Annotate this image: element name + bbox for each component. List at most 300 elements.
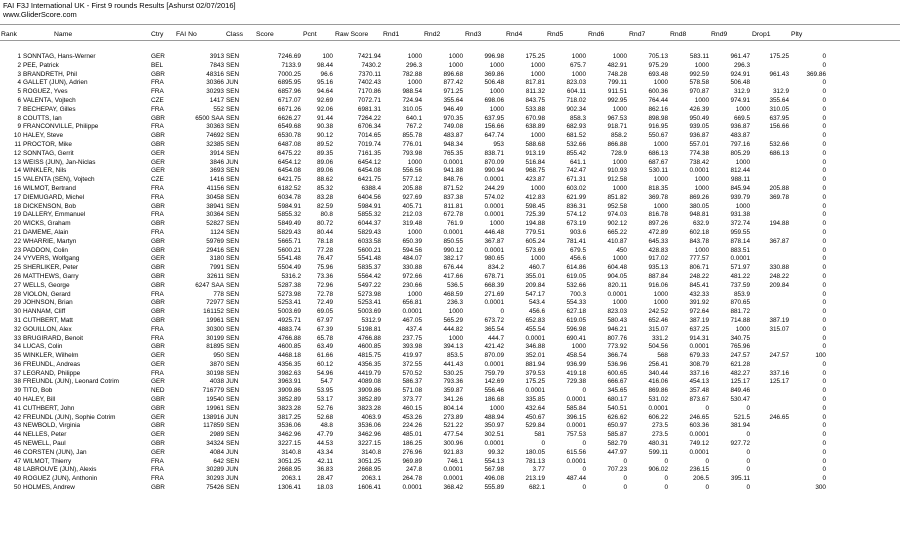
cell-rnd2: 382.17 [443, 255, 463, 263]
cell-class: SEN [226, 422, 240, 430]
cell-rnd3: 953 [493, 140, 504, 148]
cell-rnd2: 676.44 [443, 264, 463, 272]
cell-rnd1: 405.71 [402, 202, 422, 210]
cell-pcnt: 78.18 [317, 237, 333, 245]
page-title: FAI F3J International UK - First 9 rounds Results [Ashurst 02/07/2016] [3, 1, 236, 10]
cell-plty: 0 [822, 264, 826, 272]
cell-rnd5: 619.05 [566, 272, 586, 280]
table-row [0, 466, 827, 475]
cell-score: 6487.08 [277, 140, 301, 148]
cell-rnd4: 1000 [530, 61, 545, 69]
cell-rnd2: 1000 [448, 53, 463, 60]
cell-raw-score: 4815.75 [357, 352, 381, 360]
cell-plty: 0 [822, 290, 826, 298]
table-row [0, 335, 827, 344]
cell-rnd9: 0 [746, 448, 750, 456]
cell-pcnt: 90.12 [317, 132, 333, 140]
cell-raw-score: 3051.25 [357, 457, 381, 465]
cell-score: 4356.35 [277, 360, 301, 368]
cell-ctry: GBR [151, 422, 165, 430]
cell-name: VYVERS, Wolfgang [23, 255, 80, 263]
cell-score: 5984.91 [277, 202, 301, 210]
cell-score: 3817.25 [277, 413, 301, 421]
cell-rnd4: 1000 [530, 70, 545, 78]
cell-rnd3: 156.66 [484, 123, 504, 131]
cell-rnd6: 902.12 [607, 220, 627, 228]
cell-raw-score: 6044.37 [357, 220, 381, 228]
cell-drop1: 246.65 [769, 413, 789, 421]
cell-name: DICKENSON, Bob [23, 202, 76, 210]
cell-pcnt: 28.47 [317, 475, 333, 483]
cell-plty: 0 [822, 167, 826, 175]
cell-score: 6475.22 [277, 149, 301, 157]
cell-raw-score: 7402.43 [357, 79, 381, 87]
cell-class: SEN [226, 325, 240, 333]
cell-raw-score: 5312.9 [361, 316, 381, 324]
cell-rnd7: 1000 [653, 290, 668, 298]
cell-ctry: GBR [151, 484, 165, 492]
cell-score: 5541.48 [277, 255, 301, 263]
cell-rnd2: 273.89 [443, 413, 463, 421]
cell-plty: 0 [822, 404, 826, 412]
cell-rnd1: 855.78 [402, 132, 422, 140]
cell-ctry: GBR [151, 440, 165, 448]
cell-plty: 0 [822, 475, 826, 483]
cell-rnd4: 968.75 [525, 167, 545, 175]
cell-rnd8: 774.38 [689, 149, 709, 157]
cell-rnd5: 1000 [571, 53, 586, 60]
cell-rank: 28 [13, 290, 21, 298]
cell-rnd8: 432.33 [689, 290, 709, 298]
cell-pcnt: 53.95 [317, 387, 333, 395]
cell-rnd9: 939.79 [730, 193, 750, 201]
cell-name: TITO, Bob [23, 387, 53, 395]
cell-rnd3: 834.2 [488, 264, 504, 272]
cell-fai-no: 3846 [209, 158, 224, 166]
cell-rnd6: 918.71 [607, 123, 627, 131]
cell-pcnt: 91.44 [317, 114, 333, 122]
cell-rnd3: 996.98 [484, 53, 504, 60]
cell-rnd6: 707.23 [607, 466, 627, 474]
cell-rnd3: 759.79 [484, 369, 504, 377]
cell-rnd5: 858.3 [570, 114, 586, 122]
cell-rnd7: 273.5 [652, 422, 668, 430]
cell-score: 3536.06 [277, 422, 301, 430]
cell-plty: 0 [822, 140, 826, 148]
cell-drop1 [751, 440, 790, 449]
cell-rnd6: 946.21 [607, 325, 627, 333]
cell-rnd3: 870.09 [484, 352, 504, 360]
cell-score: 6717.07 [277, 96, 301, 104]
cell-pcnt: 52.68 [317, 413, 333, 421]
cell-raw-score: 3227.15 [357, 440, 381, 448]
cell-rnd2: 1000 [448, 308, 463, 316]
cell-raw-score: 6421.75 [357, 176, 381, 184]
cell-drop1 [751, 159, 790, 168]
cell-drop1: 247.57 [769, 352, 789, 360]
cell-pcnt: 77.28 [317, 246, 333, 254]
cell-plty: 0 [822, 334, 826, 342]
cell-name: WINKLER, Wilhelm [23, 352, 79, 360]
table-row [0, 361, 827, 370]
cell-raw-score: 4766.88 [357, 334, 381, 342]
cell-rnd8: 679.33 [689, 352, 709, 360]
cell-rnd1: 988.54 [402, 88, 422, 96]
cell-ctry: GER [151, 167, 165, 175]
cell-rnd2: 871.52 [443, 184, 463, 192]
cell-rnd3: 1000 [489, 88, 504, 96]
cell-fai-no: 1124 [210, 228, 224, 236]
cell-rnd1: 571.08 [402, 387, 422, 395]
cell-rnd8: 637.25 [689, 325, 709, 333]
cell-ctry: GBR [151, 132, 165, 140]
table-row [0, 378, 827, 387]
cell-class: JUN [226, 79, 239, 87]
cell-score: 4766.88 [277, 334, 301, 342]
cell-name: LUCAS, Colin [23, 343, 63, 351]
cell-rank: 33 [13, 334, 21, 342]
cell-class: SEN [226, 255, 240, 263]
cell-rnd2: 394.13 [443, 343, 463, 351]
cell-pcnt: 92.06 [317, 105, 333, 113]
cell-class: SEN [226, 70, 240, 78]
cell-rank: 44 [13, 431, 21, 439]
cell-fai-no: 30293 [206, 88, 224, 96]
cell-class: JUN [226, 378, 239, 386]
cell-rnd1: 310.05 [402, 105, 422, 113]
cell-rnd1: 556.56 [402, 167, 422, 175]
cell-rnd6: 626.62 [607, 413, 627, 421]
cell-rnd1: 484.07 [402, 255, 422, 263]
cell-rnd9: 571.97 [730, 264, 750, 272]
cell-rnd8: 0 [705, 457, 709, 465]
cell-ctry: NED [151, 387, 165, 395]
cell-pcnt: 61.66 [317, 352, 333, 360]
cell-rank: 29 [13, 299, 21, 307]
cell-rnd4: 573.69 [525, 246, 545, 254]
cell-rnd4: 670.98 [525, 114, 545, 122]
cell-rnd5: 700.3 [570, 290, 586, 298]
cell-fai-no: 30289 [206, 466, 224, 474]
cell-rnd4: 412.83 [525, 193, 545, 201]
cell-rnd7: 705.13 [648, 53, 668, 60]
cell-class: SEN [226, 237, 240, 245]
cell-score: 6421.75 [277, 176, 301, 184]
table-row [0, 291, 827, 300]
cell-drop1 [751, 387, 790, 396]
cell-rnd1: 782.88 [402, 70, 422, 78]
table-row [0, 255, 827, 264]
cell-rnd3: 990.94 [484, 167, 504, 175]
cell-plty: 0 [822, 149, 826, 157]
cell-score: 6549.68 [277, 123, 301, 131]
col-rnd7: Rnd7 [629, 31, 646, 38]
cell-rnd5: 729.38 [566, 378, 586, 386]
cell-class: SEN [226, 308, 240, 316]
table-row [0, 185, 827, 194]
cell-name: JOHNSON, Brian [23, 299, 73, 307]
cell-rnd1: 640.1 [406, 114, 422, 122]
cell-rnd7: 862.16 [648, 105, 668, 113]
cell-score: 6454.12 [277, 158, 301, 166]
cell-drop1 [751, 291, 790, 300]
cell-ctry: FRA [151, 466, 164, 474]
cell-rnd3: 838.71 [484, 149, 504, 157]
cell-rnd9: 870.65 [730, 299, 750, 307]
cell-raw-score: 6981.31 [357, 105, 381, 113]
cell-rnd9: 0.0001 [730, 255, 750, 263]
table-row [0, 79, 827, 88]
cell-ctry: GER [151, 158, 165, 166]
table-row [0, 449, 827, 458]
cell-ctry: GBR [151, 343, 165, 351]
cell-class: SEN [226, 369, 240, 377]
cell-name: LEGRAND, Philippe [23, 369, 81, 377]
cell-fai-no: 30363 [206, 123, 224, 131]
cell-rank: 42 [13, 413, 21, 421]
cell-rnd4: 779.51 [525, 228, 545, 236]
cell-rnd9: 312.9 [734, 88, 750, 96]
cell-drop1 [751, 335, 790, 344]
cell-plty: 0 [822, 440, 826, 448]
table-row [0, 326, 827, 335]
cell-fai-no: 950 [213, 352, 224, 360]
cell-rnd7: 935.13 [648, 264, 668, 272]
cell-rnd4: 588.68 [525, 140, 545, 148]
cell-score: 6454.08 [277, 167, 301, 175]
col-rnd6: Rnd6 [588, 31, 605, 38]
cell-rnd7: 897.26 [648, 220, 668, 228]
cell-name: CUTHBERT, Matt [23, 316, 73, 324]
cell-rnd1: 927.69 [402, 193, 422, 201]
cell-fai-no: 34324 [206, 440, 224, 448]
cell-plty: 0 [822, 246, 826, 254]
website-link[interactable]: www.GliderScore.com [3, 10, 77, 19]
cell-rnd8: 632.9 [693, 220, 709, 228]
cell-rnd6: 1000 [612, 299, 627, 307]
cell-rnd8: 391.92 [689, 299, 709, 307]
cell-rnd2: 441.43 [443, 360, 463, 368]
cell-drop1 [751, 405, 790, 414]
table-header [0, 29, 827, 53]
cell-rank: 39 [13, 387, 21, 395]
cell-rnd6: 992.95 [607, 96, 627, 104]
cell-raw-score: 3909.86 [357, 387, 381, 395]
cell-ctry: FRA [151, 123, 164, 131]
table-row [0, 247, 827, 256]
cell-rnd9: 974.91 [730, 96, 750, 104]
cell-fai-no: 29416 [206, 246, 224, 254]
cell-rank: 31 [13, 316, 21, 324]
cell-name: GOUILLON, Alex [23, 325, 72, 333]
cell-pcnt: 80.44 [317, 228, 333, 236]
cell-rnd2: 749.08 [443, 123, 463, 131]
cell-rnd3: 244.29 [484, 184, 504, 192]
cell-rank: 7 [17, 105, 21, 113]
cell-raw-score: 7430.2 [361, 61, 381, 69]
cell-rnd2: 0.0001 [443, 158, 463, 166]
cell-rnd1: 230.66 [402, 281, 422, 289]
cell-name: NELLES, Peter [23, 431, 67, 439]
cell-rnd4: 175.25 [525, 378, 545, 386]
cell-rnd3: 698.06 [484, 96, 504, 104]
cell-rnd5: 823.03 [566, 79, 586, 87]
cell-fai-no: 6500 SAA [195, 114, 224, 122]
cell-rnd3: 506.48 [484, 79, 504, 87]
cell-rnd8: 972.64 [689, 308, 709, 316]
cell-rnd5: 0.0001 [566, 457, 586, 465]
cell-class: SEN [226, 202, 240, 210]
cell-rnd6: 582.79 [607, 440, 627, 448]
cell-pcnt: 69.05 [317, 308, 333, 316]
cell-rnd4: 638.89 [525, 123, 545, 131]
cell-rnd3: 0.0001 [484, 246, 504, 254]
cell-rank: 40 [13, 396, 21, 404]
table-row [0, 159, 827, 168]
col-score: Score [256, 31, 274, 38]
cell-rnd2: 1000 [448, 61, 463, 69]
cell-rnd2: 850.55 [443, 237, 463, 245]
cell-rnd9: 481.22 [730, 272, 750, 280]
cell-rank: 25 [13, 264, 21, 272]
cell-rnd2: 853.5 [447, 352, 463, 360]
cell-rnd2: 672.78 [443, 211, 463, 219]
cell-fai-no: 30198 [206, 369, 224, 377]
cell-rnd1: 186.25 [402, 440, 422, 448]
cell-rnd7: 531.02 [648, 396, 668, 404]
cell-rnd4: 460.7 [529, 264, 545, 272]
cell-rnd8: 0.0001 [689, 431, 709, 439]
cell-pcnt: 96.6 [320, 70, 333, 78]
cell-class: SEN [226, 105, 240, 113]
cell-pcnt: 48.8 [320, 422, 333, 430]
cell-rnd6: 912.58 [607, 176, 627, 184]
table-row [0, 167, 827, 176]
cell-rnd9: 395.11 [730, 475, 750, 483]
cell-rnd2: 848.76 [443, 176, 463, 184]
cell-rnd4: 533.88 [525, 105, 545, 113]
cell-rank: 30 [13, 308, 21, 316]
cell-rnd7: 606.22 [648, 413, 668, 421]
cell-rnd5: 902.34 [566, 105, 586, 113]
cell-raw-score: 6454.12 [357, 158, 381, 166]
cell-name: WILMOT, Bertrand [23, 184, 76, 192]
cell-fai-no: 81895 [206, 343, 224, 351]
cell-pcnt: 89.06 [317, 167, 333, 175]
cell-plty: 0 [822, 316, 826, 324]
cell-rnd3: 554.13 [484, 457, 504, 465]
cell-fai-no: 3180 [209, 255, 224, 263]
cell-pcnt: 65.78 [317, 334, 333, 342]
cell-rnd8: 873.67 [689, 396, 709, 404]
cell-fai-no: 3693 [209, 167, 224, 175]
cell-rnd2: 341.26 [443, 396, 463, 404]
cell-raw-score: 3823.28 [357, 404, 381, 412]
cell-rnd4: 379.53 [525, 369, 545, 377]
cell-name: FREUNDL (JUN), Leonard Cotrim [23, 378, 119, 386]
cell-rnd4: 194.88 [525, 220, 545, 228]
cell-plty: 0 [822, 184, 826, 192]
cell-pcnt: 94.64 [317, 88, 333, 96]
cell-rank: 16 [13, 184, 21, 192]
cell-rnd6: 680.17 [607, 396, 627, 404]
cell-plty: 0 [822, 228, 826, 236]
cell-name: CORSTEN (JUN), Jan [23, 448, 87, 456]
cell-rank: 48 [13, 466, 21, 474]
table-row [0, 132, 827, 141]
cell-drop1 [751, 396, 790, 405]
cell-score: 5253.41 [277, 299, 301, 307]
col-raw-score: Raw Score [335, 31, 369, 38]
cell-pcnt: 72.49 [317, 299, 333, 307]
cell-fai-no: 6247 SAA [195, 281, 224, 289]
cell-rnd7: 0 [664, 484, 668, 492]
cell-raw-score: 4063.9 [361, 413, 381, 421]
cell-rank: 45 [13, 440, 21, 448]
cell-drop1 [751, 62, 790, 71]
cell-rnd7: 416.06 [648, 378, 668, 386]
cell-rnd7: 599.11 [648, 448, 668, 456]
cell-rnd7: 1000 [653, 79, 668, 87]
cell-rnd3: 870.09 [484, 158, 504, 166]
cell-drop1: 194.88 [769, 220, 789, 228]
cell-rnd8: 843.78 [689, 237, 709, 245]
col-ctry: Ctry [151, 31, 164, 38]
table-row [0, 414, 827, 423]
cell-rnd5: 718.02 [566, 96, 586, 104]
cell-ctry: GER [151, 448, 165, 456]
cell-rnd1: 767.2 [406, 123, 422, 131]
table-body [0, 53, 827, 493]
table-row [0, 387, 827, 396]
cell-rnd2: 536.5 [447, 281, 463, 289]
cell-ctry: FRA [151, 79, 164, 87]
cell-rank: 43 [13, 422, 21, 430]
cell-rnd3: 446.48 [484, 228, 504, 236]
cell-class: SEN [226, 484, 240, 492]
cell-rnd9: 1000 [735, 325, 750, 333]
cell-rnd8: 992.59 [689, 70, 709, 78]
col-class: Class [226, 31, 243, 38]
cell-name: WINKLER, Nils [23, 167, 67, 175]
cell-drop1 [751, 203, 790, 212]
cell-drop1: 205.88 [769, 184, 789, 192]
cell-ctry: GBR [151, 264, 165, 272]
cell-rank: 35 [13, 352, 21, 360]
cell-rnd2: 811.81 [443, 202, 463, 210]
cell-rnd6: 482.91 [607, 61, 627, 69]
cell-class: SEN [226, 96, 240, 104]
cell-rnd1: 373.77 [402, 396, 422, 404]
cell-rnd6: 858.2 [611, 132, 627, 140]
cell-rnd5: 742.47 [566, 167, 586, 175]
cell-rnd2: 746.1 [447, 457, 463, 465]
cell-rnd5: 836.31 [566, 202, 586, 210]
cell-plty: 0 [822, 88, 826, 96]
cell-rnd2: 521.22 [443, 422, 463, 430]
cell-rnd5: 675.7 [570, 61, 586, 69]
cell-rnd3: 647.74 [484, 132, 504, 140]
cell-fai-no: 52827 [206, 220, 224, 228]
cell-score: 6182.52 [277, 184, 301, 192]
cell-rnd3: 142.69 [484, 378, 504, 386]
cell-ctry: GER [151, 53, 165, 60]
cell-pcnt: 73.36 [317, 272, 333, 280]
cell-rnd9: 927.72 [730, 440, 750, 448]
cell-name: SONNTAG, Gerrit [23, 149, 74, 157]
cell-rnd1: 724.94 [402, 96, 422, 104]
cell-rnd7: 645.33 [648, 237, 668, 245]
